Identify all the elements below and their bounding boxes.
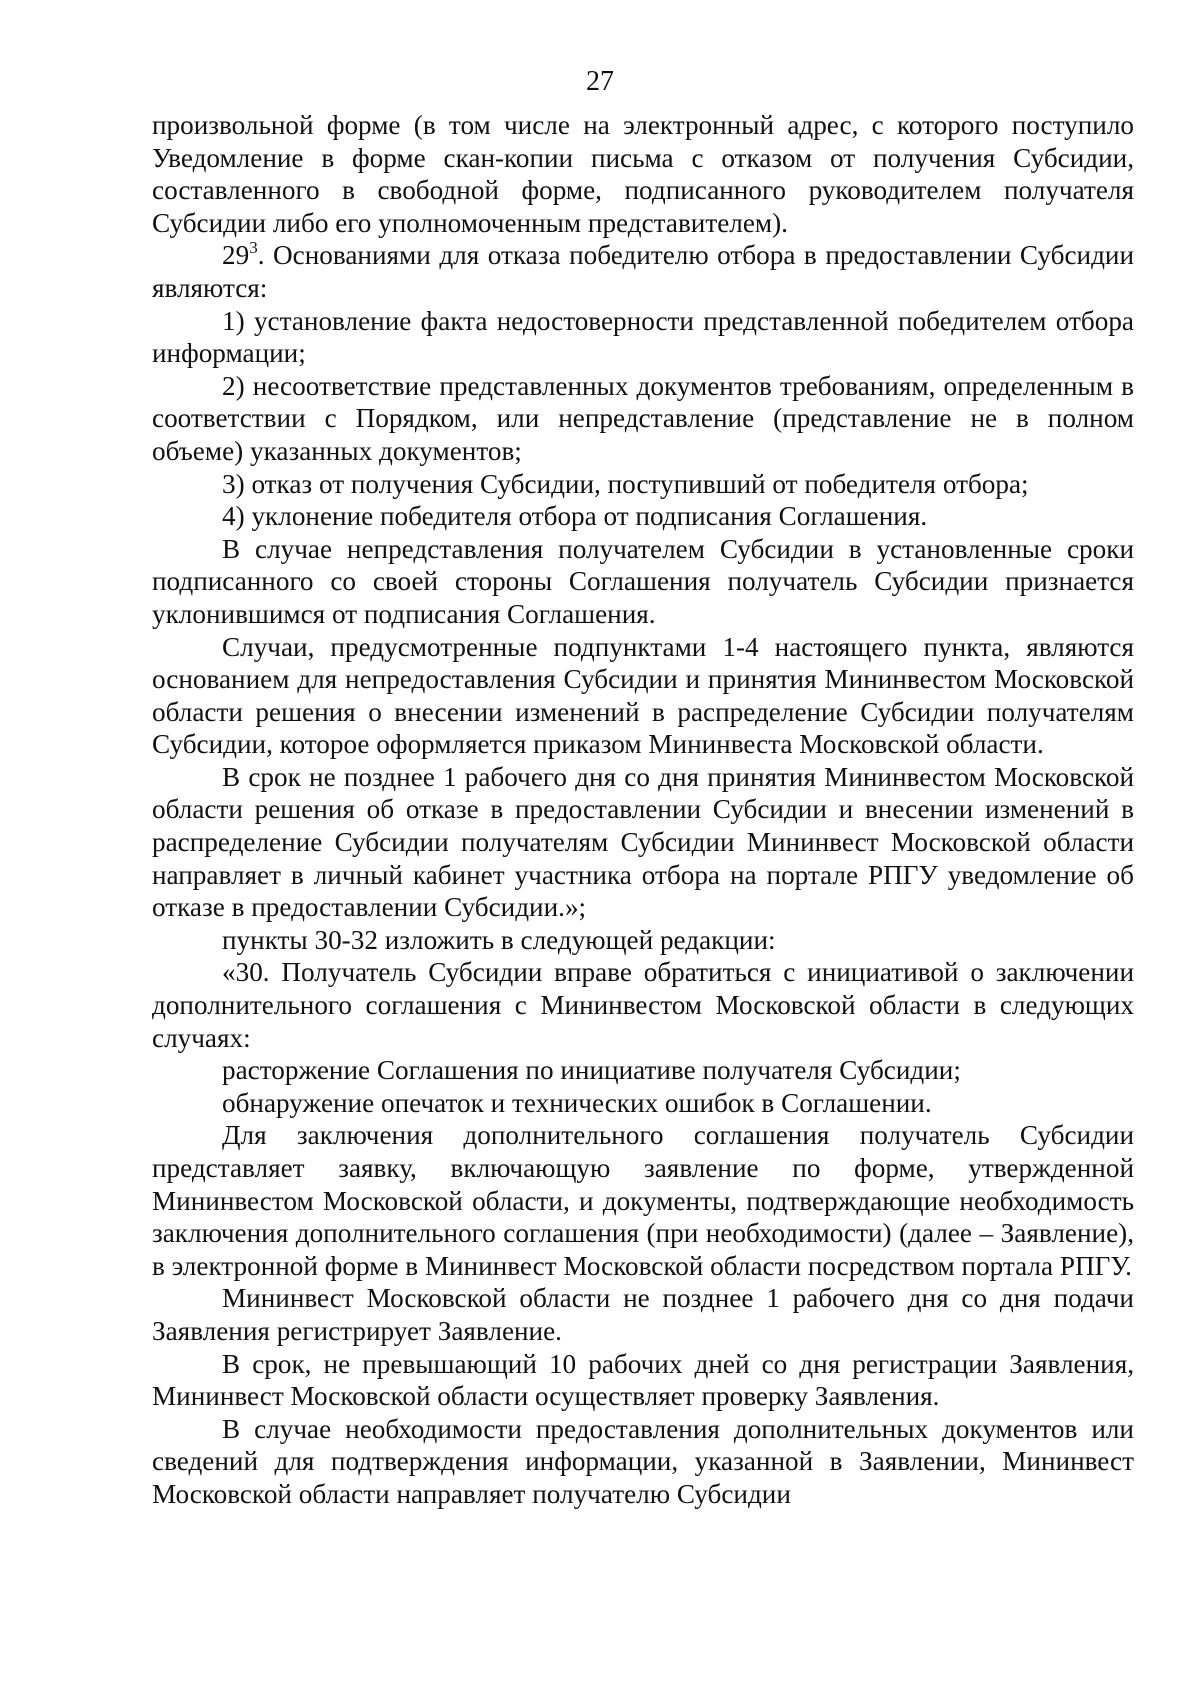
clause-number: 29 — [222, 240, 250, 271]
paragraph-cases: Случаи, предусмотренные подпунктами 1-4 настоящего пункта, являются основанием для непредоставления Субсидии и принятия Мининвестом Московской области решения о внесении изменений в распределение Субсидии получателям Субсидии, которое оформляется приказом Мининвеста Московской области. — [152, 631, 1134, 760]
document-body — [152, 109, 1134, 1511]
paragraph-item-2: 2) несоответствие представленных документов требованиям, определенным в соответствии с Порядком, или непредставление (представление не в полном объеме) указанных документов; — [152, 370, 1134, 466]
paragraph-additional-docs: В случае необходимости предоставления дополнительных документов или сведений для подтверждения информации, указанной в Заявлении, Мининвест Московской области направляет получателю Субсидии — [152, 1413, 1134, 1509]
paragraph-evasion: В случае непредставления получателем Субсидии в установленные сроки подписанного со своей стороны Соглашения получатель Субсидии признается уклонившимся от подписания Соглашения. — [152, 533, 1134, 629]
paragraph-amendment-intro: пункты 30-32 изложить в следующей редакции: — [222, 924, 776, 955]
paragraph-case-errors: обнаружение опечаток и технических ошибок в Соглашении. — [222, 1087, 932, 1118]
paragraph-clause-30: «30. Получатель Субсидии вправе обратиться с инициативой о заключении дополнительного соглашения с Мининвестом Московской области в следующих случаях: — [152, 957, 1134, 1053]
clause-text: . Основаниями для отказа победителю отбора в предоставлении Субсидии являются: — [152, 240, 1134, 303]
paragraph-item-1: 1) установление факта недостоверности представленной победителем отбора информации; — [152, 305, 1134, 369]
clause-superscript: 3 — [249, 238, 258, 258]
page-number: 27 — [586, 66, 614, 97]
paragraph-review: В срок, не превышающий 10 рабочих дней со дня регистрации Заявления, Мининвест Московской области осуществляет проверку Заявления. — [152, 1348, 1134, 1412]
paragraph-clause-29-3 — [152, 239, 1134, 304]
paragraph-item-3: 3) отказ от получения Субсидии, поступивший от победителя отбора; — [222, 468, 1029, 499]
paragraph-registration: Мининвест Московской области не позднее 1 рабочего дня со дня подачи Заявления регистрирует Заявление. — [152, 1283, 1134, 1346]
paragraph-continuation: произвольной форме (в том числе на электронный адрес, с которого поступило Уведомление в форме скан-копии письма с отказом от получения Субсидии, составленного в свободной форме, подписанного руководителем получателя Субсидии либо его уполномоченным представителем). — [152, 110, 1134, 238]
paragraph-application: Для заключения дополнительного соглашения получатель Субсидии представляет заявку, включающую заявление по форме, утвержденной Мининвестом Московской области, и документы, подтверждающие необходимость заключения дополнительного соглашения (при необходимости) (далее – Заявление), в электронной форме в Мининвест Московской области посредством портала РПГУ. — [152, 1120, 1134, 1281]
paragraph-notification: В срок не позднее 1 рабочего дня со дня принятия Мининвестом Московской области решения об отказе в предоставлении Субсидии и внесении изменений в распределение Субсидии получателям Субсидии Мининвест Московской области направляет в личный кабинет участника отбора на портале РПГУ уведомление об отказе в предоставлении Субсидии.»; — [152, 761, 1134, 923]
paragraph-item-4: 4) уклонение победителя отбора от подписания Соглашения. — [222, 501, 928, 532]
paragraph-case-termination: расторжение Соглашения по инициативе получателя Субсидии; — [222, 1055, 961, 1086]
